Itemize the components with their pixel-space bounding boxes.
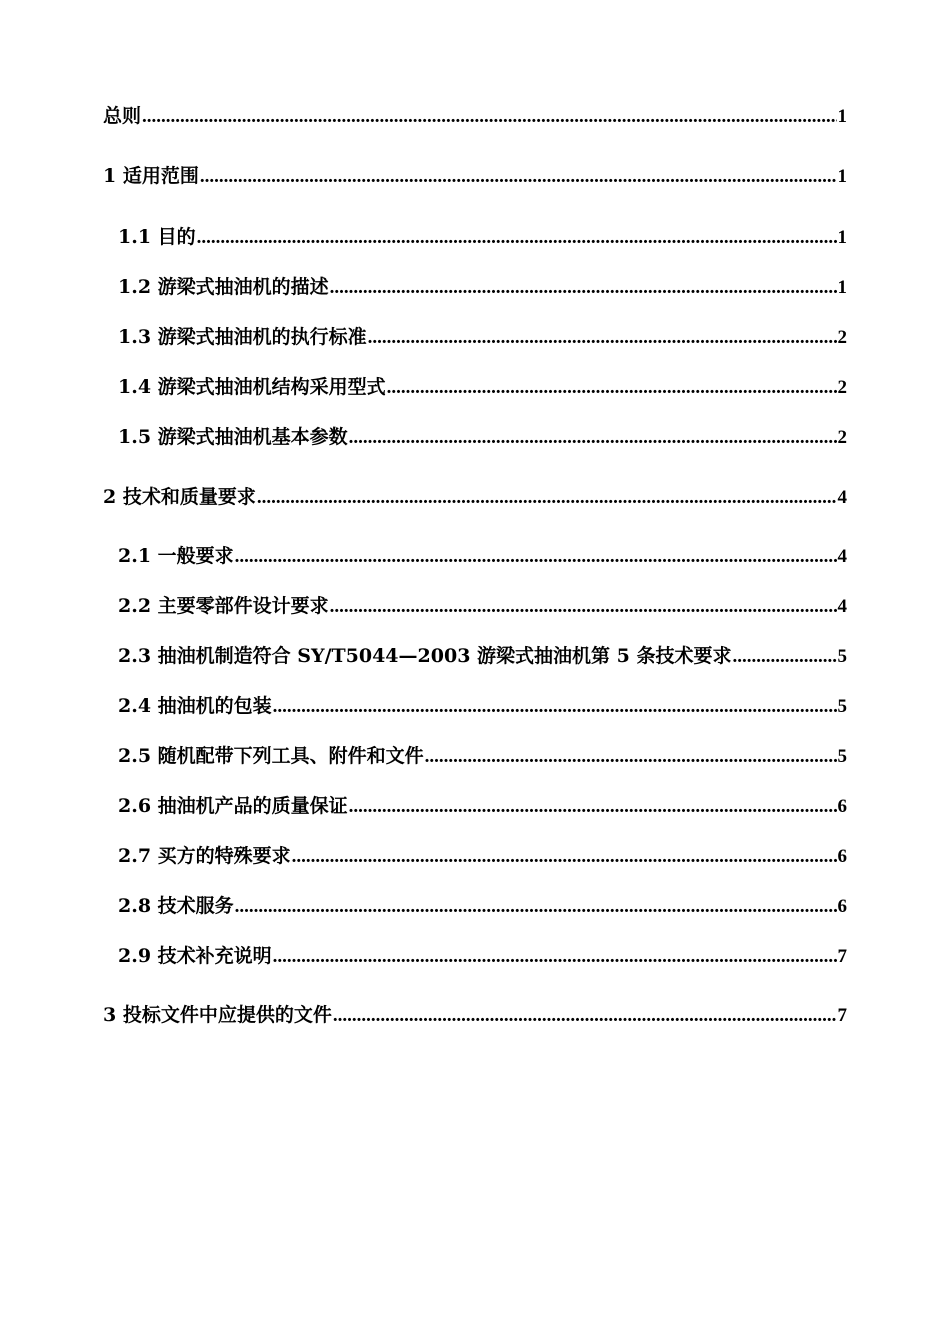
toc-entry[interactable] xyxy=(103,544,847,569)
toc-entry[interactable] xyxy=(103,944,847,969)
toc-entry-label: 2.5 随机配带下列工具、附件和文件 xyxy=(118,745,424,767)
toc-entry[interactable] xyxy=(103,594,847,619)
toc-entry-label: 1.1 目的 xyxy=(118,226,196,248)
toc-entry-page: 1 xyxy=(837,166,847,187)
toc-entry-label: 2.8 技术服务 xyxy=(118,895,234,917)
toc-entry-label: 1.3 游梁式抽油机的执行标准 xyxy=(118,326,367,348)
toc-leader-dots xyxy=(368,326,837,350)
toc-leader-dots xyxy=(333,1004,837,1028)
toc-entry-page: 1 xyxy=(837,277,847,298)
toc-leader-dots xyxy=(292,845,837,869)
toc-entry[interactable] xyxy=(103,325,847,350)
toc-entry-page: 6 xyxy=(837,896,847,917)
toc-leader-dots xyxy=(273,695,837,719)
toc-entry-page: 4 xyxy=(837,487,847,508)
toc-leader-dots xyxy=(732,645,836,669)
toc-leader-dots xyxy=(425,745,837,769)
toc-leader-dots xyxy=(273,945,837,969)
toc-entry-page: 5 xyxy=(837,746,847,767)
toc-entry-page: 2 xyxy=(837,427,847,448)
toc-entry-page: 4 xyxy=(837,546,847,567)
toc-entry[interactable] xyxy=(103,164,847,189)
toc-leader-dots xyxy=(142,105,836,129)
toc-entry[interactable] xyxy=(103,425,847,450)
toc-entry-label: 1 适用范围 xyxy=(103,165,199,187)
toc-entry[interactable] xyxy=(103,375,847,400)
toc-entry-page: 4 xyxy=(837,596,847,617)
toc-entry-page: 1 xyxy=(837,106,847,127)
toc-entry[interactable] xyxy=(103,844,847,869)
toc-leader-dots xyxy=(197,226,837,250)
toc-entry[interactable] xyxy=(103,644,847,669)
toc-entry-label: 1.4 游梁式抽油机结构采用型式 xyxy=(118,376,386,398)
toc-entry-page: 7 xyxy=(837,1005,847,1026)
toc-leader-dots xyxy=(330,595,837,619)
toc-entry[interactable] xyxy=(103,894,847,919)
toc-entry-label: 2.9 技术补充说明 xyxy=(118,945,272,967)
toc-leader-dots xyxy=(257,486,837,510)
toc-entry-page: 2 xyxy=(837,327,847,348)
toc-entry-label: 2.2 主要零部件设计要求 xyxy=(118,595,329,617)
toc-entry-label: 1.5 游梁式抽油机基本参数 xyxy=(118,426,348,448)
toc-entry-page: 5 xyxy=(837,646,847,667)
toc-entry[interactable] xyxy=(103,275,847,300)
toc-leader-dots xyxy=(349,426,837,450)
toc-entry-label: 1.2 游梁式抽油机的描述 xyxy=(118,276,329,298)
toc-entry-page: 2 xyxy=(837,377,847,398)
toc-entry-label: 总则 xyxy=(103,105,142,127)
toc-entry-label: 2 技术和质量要求 xyxy=(103,486,256,508)
toc-entry-page: 5 xyxy=(837,696,847,717)
toc-leader-dots xyxy=(235,895,837,919)
toc-entry-label: 2.3 抽油机制造符合 SY/T5044—2003 游梁式抽油机第 5 条技术要求 xyxy=(118,645,732,667)
toc-entry[interactable] xyxy=(103,104,847,129)
toc-entry-label: 2.7 买方的特殊要求 xyxy=(118,845,291,867)
toc-entry[interactable] xyxy=(103,744,847,769)
toc-entry-page: 6 xyxy=(837,846,847,867)
toc-entry-page: 6 xyxy=(837,796,847,817)
toc-leader-dots xyxy=(235,545,837,569)
toc-leader-dots xyxy=(200,165,837,189)
toc-leader-dots xyxy=(330,276,837,300)
toc-entry[interactable] xyxy=(103,794,847,819)
toc-entry[interactable] xyxy=(103,485,847,510)
toc-entry[interactable] xyxy=(103,694,847,719)
toc-leader-dots xyxy=(349,795,837,819)
toc-entry-page: 1 xyxy=(837,227,847,248)
toc-entry-label: 2.1 一般要求 xyxy=(118,545,234,567)
toc-entry[interactable] xyxy=(103,225,847,250)
toc-entry-label: 2.4 抽油机的包装 xyxy=(118,695,272,717)
toc-entry-label: 2.6 抽油机产品的质量保证 xyxy=(118,795,348,817)
toc-leader-dots xyxy=(387,376,837,400)
toc-entry-page: 7 xyxy=(837,946,847,967)
toc-entry-label: 3 投标文件中应提供的文件 xyxy=(103,1004,332,1026)
toc-entry[interactable] xyxy=(103,1003,847,1028)
